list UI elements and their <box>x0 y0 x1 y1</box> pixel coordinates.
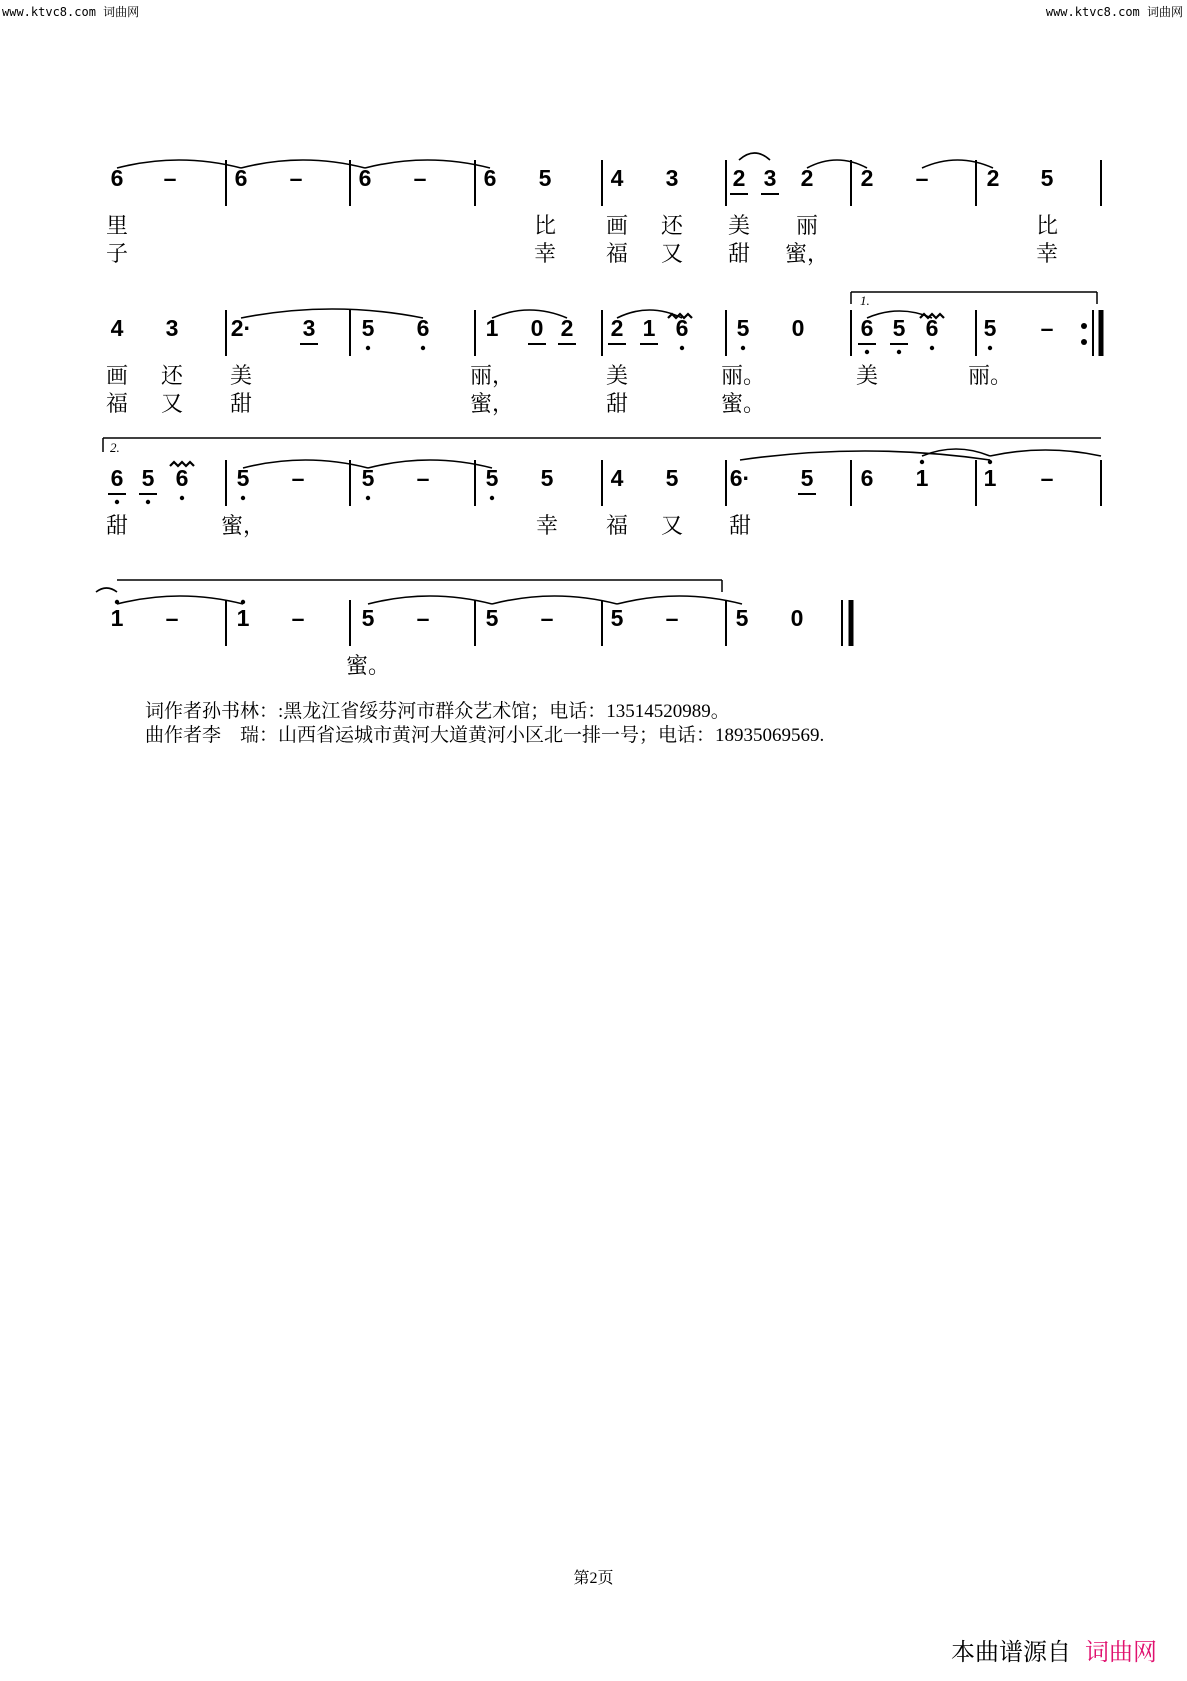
lyric-verse-1: 丽 <box>795 214 819 239</box>
octave-dot <box>180 496 184 500</box>
octave-dot <box>241 496 245 500</box>
footer-brand-link[interactable]: 词曲网 <box>1085 1638 1157 1666</box>
slur <box>617 596 742 604</box>
jianpu-note: 0 <box>791 315 805 341</box>
footer-source-label: 本曲谱源自 <box>951 1638 1071 1666</box>
jianpu-note: 2 <box>610 315 624 341</box>
lyric-verse-1: 画 <box>105 364 129 389</box>
jianpu-note: – <box>1040 465 1054 491</box>
jianpu-note: 2 <box>732 165 746 191</box>
jianpu-note: 5 <box>610 605 624 631</box>
octave-dot <box>897 350 901 354</box>
lyric-verse-1: 美 <box>855 364 879 389</box>
lyric-verse-2: 又 <box>660 242 684 267</box>
jianpu-note: 1 <box>110 605 124 631</box>
jianpu-note: 5 <box>361 605 375 631</box>
jianpu-note: 5 <box>361 315 375 341</box>
octave-dot <box>930 346 934 350</box>
jianpu-note: 6 <box>860 465 874 491</box>
slur <box>739 153 770 160</box>
lyric-verse-2: 福 <box>605 242 629 267</box>
lyric-verse-1: 福 <box>605 514 629 539</box>
slur <box>117 160 241 168</box>
composer-credit: 曲作者李 瑞：山西省运城市黄河大道黄河小区北一排一号；电话：18935069569. <box>145 725 825 746</box>
jianpu-note: 1 <box>236 605 250 631</box>
jianpu-note: – <box>289 165 303 191</box>
jianpu-note: 1 <box>642 315 656 341</box>
repeat-dot <box>1081 339 1087 345</box>
jianpu-note: 5 <box>538 165 552 191</box>
lyric-verse-2: 子 <box>105 242 129 267</box>
jianpu-note: 5 <box>800 465 814 491</box>
slur <box>492 310 567 318</box>
jianpu-note: – <box>291 605 305 631</box>
watermark-left: www.ktvc8.com 词曲网 <box>2 5 140 19</box>
slur <box>922 160 993 168</box>
slur <box>96 588 117 592</box>
lyric-verse-2: 蜜， <box>469 392 515 417</box>
jianpu-note: 0 <box>530 315 544 341</box>
watermark-right: www.ktvc8.com 词曲网 <box>1045 5 1183 19</box>
jianpu-note: – <box>163 165 177 191</box>
lyric-verse-1: 美 <box>229 364 253 389</box>
jianpu-note: 5 <box>665 465 679 491</box>
jianpu-note: – <box>665 605 679 631</box>
jianpu-note: 0 <box>790 605 804 631</box>
slur <box>365 160 490 168</box>
slur <box>368 460 492 468</box>
footer-source <box>951 1632 1157 1667</box>
jianpu-note: – <box>413 165 427 191</box>
jianpu-note: 6 <box>416 315 430 341</box>
slur <box>492 596 617 604</box>
jianpu-note: 3 <box>665 165 679 191</box>
slur <box>241 160 365 168</box>
jianpu-note: 3 <box>165 315 179 341</box>
jianpu-note: – <box>291 465 305 491</box>
jianpu-note: – <box>165 605 179 631</box>
lyric-verse-2: 幸 <box>533 242 557 267</box>
lyric-verse-1: 画 <box>605 214 629 239</box>
lyric-verse-2: 幸 <box>1035 242 1059 267</box>
jianpu-note: 2 <box>986 165 1000 191</box>
slur <box>740 451 990 460</box>
lyric-verse-1: 还 <box>160 364 184 389</box>
lyric-verse-1: 美 <box>727 214 751 239</box>
jianpu-note: 2· <box>230 315 252 341</box>
lyricist-credit: 词作者孙书林：:黑龙江省绥芬河市群众艺术馆；电话：13514520989。 <box>145 701 730 722</box>
jianpu-note: 5 <box>485 465 499 491</box>
jianpu-note: 1 <box>485 315 499 341</box>
jianpu-note: 6 <box>483 165 497 191</box>
lyric-verse-1: 美 <box>605 364 629 389</box>
jianpu-note: 2 <box>800 165 814 191</box>
slur <box>117 596 243 604</box>
jianpu-note: 5 <box>1040 165 1054 191</box>
octave-dot <box>421 346 425 350</box>
jianpu-note: 6 <box>925 315 939 341</box>
octave-dot <box>146 500 150 504</box>
octave-dot <box>115 500 119 504</box>
lyric-verse-1: 又 <box>660 514 684 539</box>
jianpu-note: 6 <box>175 465 189 491</box>
jianpu-note: 1 <box>915 465 929 491</box>
lyric-verse-2: 甜 <box>727 242 751 267</box>
jianpu-note: 5 <box>735 605 749 631</box>
octave-dot <box>366 346 370 350</box>
jianpu-note: – <box>540 605 554 631</box>
jianpu-note: 5 <box>361 465 375 491</box>
credits-block <box>145 700 824 748</box>
octave-dot <box>680 346 684 350</box>
jianpu-note: 5 <box>141 465 155 491</box>
repeat-dot <box>1081 323 1087 329</box>
lyric-verse-1: 甜 <box>105 514 129 539</box>
slur <box>368 596 492 604</box>
slur <box>922 449 990 456</box>
octave-dot <box>865 350 869 354</box>
jianpu-note: 5 <box>736 315 750 341</box>
octave-dot <box>988 346 992 350</box>
lyric-verse-1: 丽， <box>469 364 515 389</box>
lyric-verse-1: 丽。 <box>967 364 1013 389</box>
jianpu-note: 6 <box>860 315 874 341</box>
slur <box>990 450 1101 456</box>
octave-dot <box>920 460 924 464</box>
lyric-verse-1: 里 <box>105 214 129 239</box>
lyric-verse-2: 甜 <box>605 392 629 417</box>
jianpu-note: 2 <box>560 315 574 341</box>
jianpu-note: 6· <box>729 465 751 491</box>
jianpu-note: 4 <box>610 465 624 491</box>
lyric-verse-1: 比 <box>533 214 557 239</box>
lyric-verse-1: 丽。 <box>720 364 766 389</box>
lyric-verse-2: 蜜。 <box>720 392 766 417</box>
jianpu-note: – <box>1040 315 1054 341</box>
lyric-verse-1: 比 <box>1035 214 1059 239</box>
octave-dot <box>741 346 745 350</box>
lyric-verse-2: 甜 <box>229 392 253 417</box>
jianpu-note: 6 <box>675 315 689 341</box>
jianpu-note: 5 <box>983 315 997 341</box>
jianpu-note: 1 <box>983 465 997 491</box>
lyric-verse-1: 还 <box>660 214 684 239</box>
volta-2-label: 2. <box>110 440 120 455</box>
jianpu-note: 5 <box>485 605 499 631</box>
jianpu-note: – <box>416 465 430 491</box>
jianpu-note: 6 <box>110 165 124 191</box>
lyric-verse-2: 蜜， <box>784 242 830 267</box>
jianpu-note: 6 <box>234 165 248 191</box>
jianpu-note: 6 <box>110 465 124 491</box>
jianpu-note: 3 <box>302 315 316 341</box>
lyric-verse-1: 蜜。 <box>345 654 391 679</box>
volta-1-label: 1. <box>860 293 870 308</box>
jianpu-note: – <box>416 605 430 631</box>
octave-dot <box>490 496 494 500</box>
jianpu-note: 5 <box>892 315 906 341</box>
jianpu-note: 5 <box>236 465 250 491</box>
jianpu-note: 4 <box>110 315 124 341</box>
jianpu-note: 5 <box>540 465 554 491</box>
jianpu-note: 3 <box>763 165 777 191</box>
lyric-verse-1: 蜜， <box>220 514 266 539</box>
jianpu-note: 6 <box>358 165 372 191</box>
jianpu-note: 4 <box>610 165 624 191</box>
lyric-verse-1: 幸 <box>535 514 559 539</box>
page-number: 第2页 <box>573 1570 614 1587</box>
lyric-verse-1: 甜 <box>728 514 752 539</box>
octave-dot <box>366 496 370 500</box>
slur <box>241 309 423 318</box>
lyric-verse-2: 又 <box>160 392 184 417</box>
lyric-verse-2: 福 <box>105 392 129 417</box>
slur <box>807 160 867 168</box>
jianpu-note: – <box>915 165 929 191</box>
jianpu-note: 2 <box>860 165 874 191</box>
